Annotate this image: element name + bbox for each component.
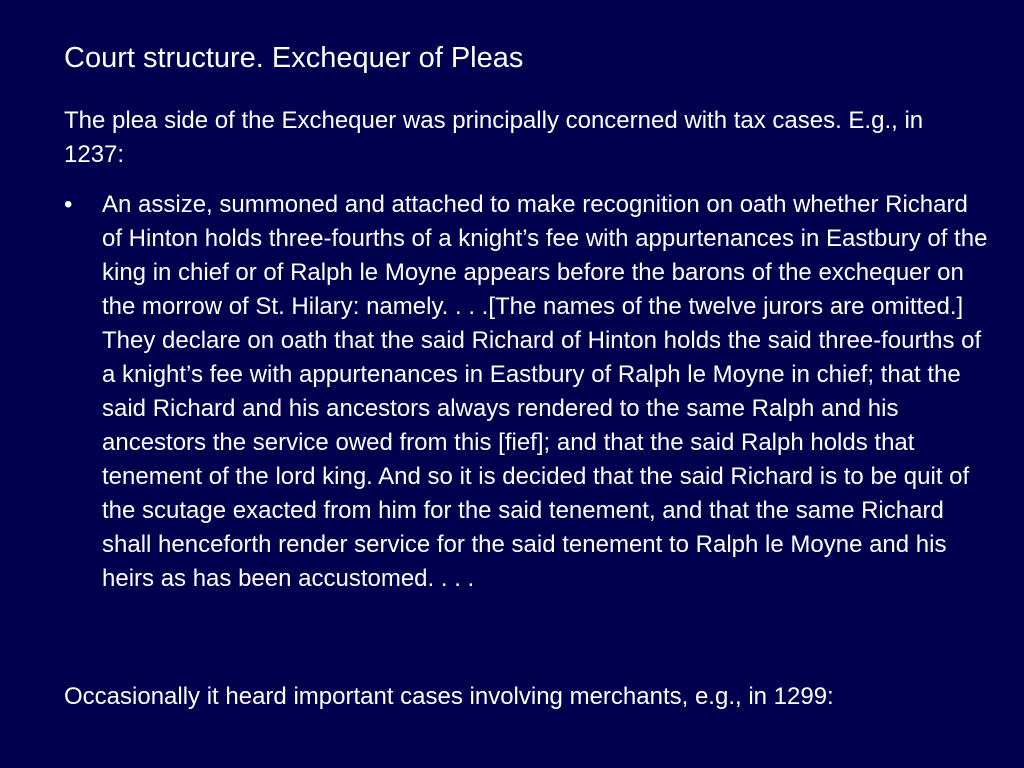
slide-title: Court structure. Exchequer of Pleas [64,42,524,74]
bullet-marker: • [64,191,73,218]
bullet-list [64,188,994,596]
bullet-item [64,188,994,596]
intro-paragraph: The plea side of the Exchequer was principally concerned with tax cases. E.g., in 1237: [64,107,924,168]
closing-paragraph: Occasionally it heard important cases involving merchants, e.g., in 1299: [64,683,834,710]
bullet-text: An assize, summoned and attached to make recognition on oath whether Richard of Hinton holds three-fourths of a knight’s fee with appurtenances in Eastbury of the king in chief or of Ralph le Moyne appears before the barons of the exchequer on the morrow of St. Hilary: namely. . . .[The names of the twelve jurors are omitted.] They declare on oath that the said Richard of Hinton holds the said three-fourths of a knight’s fee with appurtenances in Eastbury of Ralph le Moyne in chief; that the said Richard and his ancestors always rendered to the same Ralph and his ancestors the service owed from this [fief]; and that the said Ralph holds that tenement of the lord king. And so it is decided that the said Richard is to be quit of the scutage exacted from him for the said tenement, and that the same Richard shall henceforth render service for the said tenement to Ralph le Moyne and his heirs as has been accustomed. . . . [102,191,988,592]
